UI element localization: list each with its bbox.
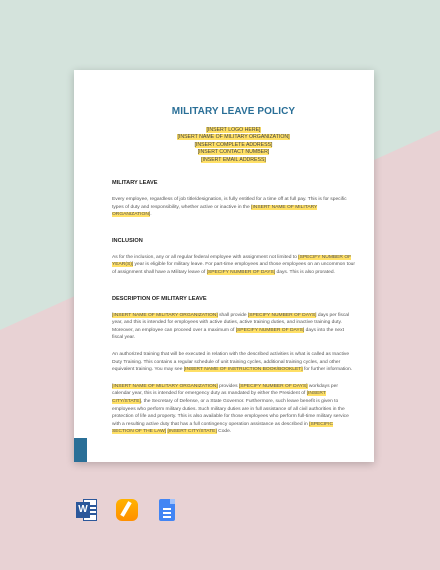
pages-icon[interactable] <box>115 498 139 522</box>
format-icons <box>75 498 179 522</box>
contact-placeholder: [INSERT CONTACT NUMBER] <box>197 149 270 156</box>
section-heading-inclusion: INCLUSION <box>112 237 143 244</box>
document-accent-bar <box>74 438 87 462</box>
military-leave-paragraph: Every employee, regardless of job title/designation, is fully entitled for a time off at full pay. This is for specific types of duty and responsibility, whether active or inactive in the [INSERT NAME OF MILITARY ORGANIZATION]. <box>112 197 347 218</box>
inclusion-paragraph: As for the inclusion, any or all regular federal employee with assignment not limited to [SPECIFY NUMBER OF YEAR(S)] year is eligible for military leave. For part-time employees and those employees on an uncommon tour of assignment shall have a Military leave of [SPECIFY NUMBER OF DAYS] days. This is also prorated. <box>112 254 356 275</box>
document-header <box>112 127 355 164</box>
address-placeholder: [INSERT COMPLETE ADDRESS] <box>194 141 273 148</box>
section-heading-military-leave: MILITARY LEAVE <box>112 180 158 187</box>
organization-placeholder: [INSERT NAME OF MILITARY ORGANIZATION] <box>177 134 290 141</box>
description-paragraph-2: An authorized training that will be executed in relation with the described activities is what is called as Inactive Duty Training. This contains a regular schedule of unit training cycles, additional training cycles, and other equivalent training. You may see [INSERT NAME OF INSTRUCTION BOOK/BOOKLET] for further information. <box>112 351 353 373</box>
word-icon-letter: W <box>76 502 90 518</box>
document-preview <box>74 70 374 462</box>
description-paragraph-3: [INSERT NAME OF MILITARY ORGANIZATION] provides [SPECIFY NUMBER OF DAYS] workdays per calendar year, this is intended for emergency duty as mandated by either the President of [INSERT CITY/STATE], the Secretary of Defense, or a State Governor. Furthermore, such leave benefit is given to employees who perform military duties. Such military duties are in full assistance of all civil authorities in the protection of life and property. This is also available for those employees who perform full-time military service with a resulting active duty that has a full contingency operation assistance as described in [SPECIFIC SECTION OF THE LAW] [INSERT CITY/STATE] Code. <box>112 383 349 435</box>
description-paragraph-1: [INSERT NAME OF MILITARY ORGANIZATION] shall provide [SPECIFY NUMBER OF DAYS] days per fiscal year, and this is intended for employees with active duties, active training duties, and inactive training duty. Moreover, an employee can proceed over a maximum of [SPECIFY NUMBER OF DAYS] days into the next fiscal year. <box>112 312 350 341</box>
logo-placeholder: [INSERT LOGO HERE] <box>206 127 261 133</box>
email-placeholder: [INSERT EMAIL ADDRESS] <box>201 156 266 163</box>
word-icon[interactable] <box>75 498 99 522</box>
document-title: MILITARY LEAVE POLICY <box>171 106 296 117</box>
section-heading-description: DESCRIPTION OF MILITARY LEAVE <box>112 295 207 302</box>
google-docs-icon[interactable] <box>155 498 179 522</box>
